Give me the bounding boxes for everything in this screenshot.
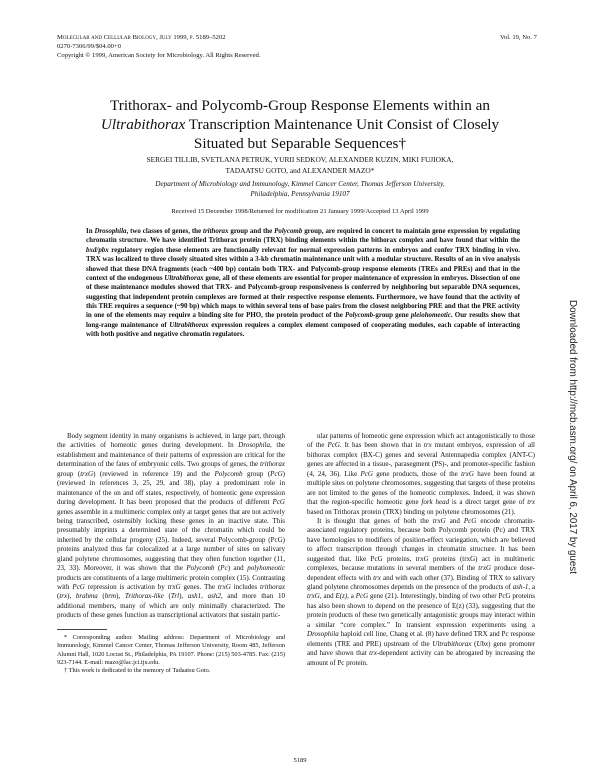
body-text-run: haploid cell line, Chang et al. (8) have defined TRX and Pc response elements (TRE and PRE) upstream of the bbox=[307, 630, 535, 648]
body-text-run: ash-1 bbox=[512, 583, 529, 591]
body-text-run: genes. The bbox=[180, 583, 218, 591]
body-text-run: trxG bbox=[415, 554, 429, 563]
body-text-run: It is thought that genes of both the bbox=[317, 516, 433, 525]
received-dates: Received 15 December 1998/Returned for modification 21 January 1999/Accepted 13 April 1999 bbox=[171, 208, 429, 215]
abstract bbox=[86, 227, 520, 340]
body-text-run: Trithorax-like bbox=[124, 592, 164, 601]
author-list bbox=[60, 155, 540, 176]
body-text-run: group ( bbox=[242, 469, 271, 478]
abstract-text-run: regulatory region these elements are functionally relevant for normal expression patterns in embryos and confer TRX binding in vivo. TRX was localized to three closely situated sites within a 3-kb chromatin maintenance unit with a modular structure. Results of an in vivo analysis showed that these DNA fragments (each ~400 bp) contain both TRX- and Polycomb-group response elements (TREs and PREs) and that in the context of the endogenous bbox=[86, 245, 520, 282]
body-text-run: ash2 bbox=[207, 592, 221, 601]
abstract-text-run: expression requires a complex element composed of cooperating modules, each capable of interacting with both positive and negative chromatin regulators. bbox=[86, 320, 520, 339]
copyright-line: Copyright © 1999, American Society for Microbiology. All Rights Reserved. bbox=[57, 52, 261, 59]
body-text-run: trxG bbox=[307, 592, 320, 601]
body-text-run: brm bbox=[104, 592, 117, 601]
body-text-run: ( bbox=[97, 592, 105, 601]
abstract-text-run: pleiohomeotic bbox=[410, 311, 451, 320]
body-text-run: , the establishment and maintenance of their patterns of expression are critical for the determination of the fates of embryonic cells. Two groups of genes, the bbox=[57, 441, 285, 469]
body-column-left bbox=[57, 432, 285, 621]
body-text-run: ) (reviewed in reference 19) and the bbox=[93, 469, 215, 478]
body-text-run: fork head bbox=[421, 498, 450, 507]
body-text-run: Drosophila bbox=[307, 630, 339, 639]
body-text-run: PcG bbox=[270, 469, 283, 478]
volume-issue: Vol. 19, No. 7 bbox=[500, 34, 537, 41]
body-text-run: ash1 bbox=[187, 592, 202, 601]
body-text-run: , a bbox=[347, 592, 356, 601]
body-text-run: trxG bbox=[432, 516, 446, 525]
body-text-run: have been found at multiple sites on polytene chromosomes, suggesting that targets of these proteins are not limited to the genes of the homeotic complexes. Indeed, it was shown that the region-specific homeotic gene bbox=[307, 469, 535, 507]
body-text-run: PcG bbox=[327, 441, 340, 450]
body-text-run: brahma bbox=[75, 592, 98, 601]
abstract-text-run: Ultrabithorax bbox=[164, 273, 204, 282]
title-line-2 bbox=[60, 115, 540, 134]
body-column-right bbox=[307, 432, 535, 668]
footnote-rule bbox=[57, 629, 107, 630]
title-gene-name: Ultrabithorax bbox=[100, 116, 186, 133]
body-text-run: polyhomeotic bbox=[247, 564, 285, 573]
body-text-run: trithorax bbox=[260, 460, 285, 469]
abstract-text-run: -group gene bbox=[373, 311, 411, 320]
authors-line-1: SERGEI TILLIB, SVETLANA PETRUK, YURII SEDKOV, ALEXANDER KUZIN, MIKI FUJIOKA, bbox=[146, 155, 454, 164]
body-text-run: , and bbox=[319, 592, 336, 601]
download-watermark: Downloaded from http://mcb.asm.org/ on April 6, 2017 by guest bbox=[567, 300, 578, 574]
body-text-run: PcG bbox=[355, 592, 369, 601]
body-text-run: Ultrabithorax bbox=[432, 639, 472, 648]
body-text-run: includes bbox=[230, 583, 261, 591]
body-paragraph bbox=[307, 432, 535, 517]
body-text-run: , a bbox=[528, 583, 536, 591]
body-text-run: ( bbox=[471, 639, 477, 648]
body-text-run: ( bbox=[163, 592, 171, 601]
body-text-run: ), bbox=[179, 592, 188, 601]
body-text-run: ), bbox=[116, 592, 125, 601]
footnotes bbox=[57, 634, 285, 675]
body-text-run: trx bbox=[369, 649, 377, 658]
page-number: 5189 bbox=[293, 757, 307, 764]
body-text-run: trx bbox=[423, 441, 432, 450]
abstract-text-run: group and the bbox=[228, 227, 275, 235]
title-line-2-rest: Transcription Maintenance Unit Consist of Closely bbox=[185, 116, 500, 133]
abstract-text-run: . Our results show that long-range maintenance of bbox=[86, 311, 520, 329]
body-text-run: Drosophila bbox=[238, 441, 270, 450]
body-text-run: PcG bbox=[463, 516, 477, 525]
body-text-run: trx bbox=[59, 592, 68, 601]
authors-line-2: TADAATSU GOTO, and ALEXANDER MAZO* bbox=[225, 165, 375, 175]
body-text-run: ( bbox=[214, 564, 221, 573]
body-text-run: is a direct target gene of bbox=[449, 498, 528, 507]
body-text-run: Trl bbox=[170, 592, 180, 601]
body-text-run: and with each other (37). Binding of TRX to salivary gland polytene chromosomes depends on the presence of the products of bbox=[307, 573, 535, 591]
abstract-text-run: In bbox=[86, 227, 95, 235]
affiliation-line-1: Department of Microbiology and Immunology, Kimmel Cancer Center, Thomas Jefferson University, bbox=[155, 180, 445, 188]
body-text-run: Pc bbox=[220, 564, 228, 573]
body-text-run: Polycomb bbox=[186, 564, 215, 573]
corresponding-author-footnote: * Corresponding author. Mailing address: Department of Microbiology and Immunology, Kimmel Cancer Center, Thomas Jefferson University, Room 485, Jefferson Alumni Hall, 1020 Locust St., Philadelphia, PA 19107. Phone: (215) 503-4785. Fax: (215) 923-7144. E-mail: mazo@lac.jci.tju.edu. bbox=[57, 634, 285, 666]
abstract-text-run: bxd/pbx bbox=[86, 245, 109, 254]
body-text-run: PcG bbox=[272, 498, 285, 507]
body-text-run: Body segment identity in many organisms is achieved, in large part, through the activities of homeotic genes during development. In bbox=[57, 432, 285, 450]
body-paragraph bbox=[307, 517, 535, 668]
issn-line: 0270-7306/99/$04.00+0 bbox=[57, 43, 121, 50]
body-text-run: trxG bbox=[167, 583, 181, 591]
body-text-run: ) (reviewed in references 3, 25, 29, and 38), play a predominant role in maintenance of the on and off states, respectively, of homeotic gene expression during development. It has been proposed that the products of different bbox=[57, 469, 285, 507]
body-text-run: , and more than 10 additional members, many of which are only minimally characterized. The products of these genes function as transcriptional activators that sustain partic- bbox=[57, 592, 285, 620]
body-text-run: trxG bbox=[461, 469, 474, 478]
body-text-run: trx bbox=[373, 573, 381, 582]
abstract-text-run: , two classes of genes, the bbox=[126, 227, 204, 235]
abstract-text-run: group, are required in concert to maintain gene expression by regulating chromatin structure. We have identified Trithorax protein (TRX) binding elements within the bithorax complex and have found that within the bbox=[86, 227, 521, 245]
body-text-run: PcG bbox=[72, 583, 85, 591]
body-text-run: mutant embryos, expression of all bithorax complex (BX-C) genes and several Antennapedia complex (ANT-C) genes are affected in a tissue-, parasegment (PS)-, and promoter-specific fashion (4, 24, 36). Like bbox=[307, 441, 535, 478]
body-text-run: E(z) bbox=[335, 592, 348, 601]
body-text-run: ) and bbox=[227, 564, 248, 573]
body-text-run: and bbox=[445, 516, 464, 525]
title-line-1: Trithorax- and Polycomb-Group Response Elements within an bbox=[110, 97, 490, 114]
body-text-run: gene (21). Interestingly, binding of two other PcG proteins has also been shown to depend on the presence of E(z) (33), suggesting that the protein products of these two genetically antagonistic groups may interact within a similar “core complex.” In transient expression experiments using a bbox=[307, 592, 535, 629]
affiliation bbox=[70, 180, 530, 199]
body-text-run: trxG bbox=[478, 564, 492, 573]
dedication-footnote: † This work is dedicated to the memory of Tadaatsu Goto. bbox=[64, 667, 211, 675]
body-text-run: genes assemble in a multimeric complex only at target genes that are not actively being transcribed, ostensibly locking these genes in an inactive state. This presumably imprints a determined state of the chromatin which could be inherited by the cellular progeny (25). Indeed, several Polycomb-group (PcG) proteins analyzed thus far colocalized at a large number of sites on salivary gland polytene chromosomes, suggesting that they often function together (11, 23, 33). Moreover, it was shown that the bbox=[57, 507, 285, 573]
body-text-run: encode chromatin-associated regulatory proteins, because both Polycomb protein (Pc) and TRX have homologies to modifiers of position-effect variegation, which are believed to affect transcription through changes in chromatin structure. It has been suggested that, like PcG proteins, bbox=[307, 516, 536, 563]
body-text-run: based on Trithorax protein (TRX) binding on polytene chromosomes (21). bbox=[307, 507, 516, 516]
body-text-run: products are constituents of a large multimeric protein complex (15). Contrasting with bbox=[57, 573, 285, 591]
journal-line bbox=[57, 33, 226, 42]
abstract-text-run: trithorax bbox=[203, 227, 229, 235]
body-text-run: trithorax bbox=[260, 583, 285, 591]
body-text-run: group ( bbox=[57, 469, 81, 478]
body-text-run: . It has been shown that in bbox=[339, 441, 424, 450]
body-text-run: Polycomb bbox=[214, 469, 243, 478]
abstract-text-run: Drosophila bbox=[94, 227, 127, 235]
title-line-3: Situated but Separable Sequences† bbox=[193, 135, 407, 152]
body-text-run: gene products, those of the bbox=[372, 469, 462, 478]
body-text-run: trxG bbox=[80, 469, 94, 478]
article-title bbox=[60, 96, 540, 153]
body-text-run: trx bbox=[527, 498, 535, 507]
affiliation-line-2: Philadelphia, Pennsylvania 19107 bbox=[250, 189, 350, 198]
abstract-text-run: Polycomb bbox=[344, 311, 374, 320]
journal-citation: Molecular and Cellular Biology, July 1999, p. 5189–5202 bbox=[57, 34, 226, 41]
abstract-text-run: Ultrabithorax bbox=[169, 320, 209, 329]
body-text-run: -dependent activity can be abrogated by increasing the amount of Pc protein. bbox=[307, 649, 535, 667]
body-text-run: ular patterns of homeotic gene expression which act antagonistically to those of the bbox=[307, 432, 535, 450]
body-text-run: repression is activation by bbox=[84, 583, 168, 591]
body-text-run: trxG bbox=[217, 583, 231, 591]
abstract-text-run: gene, all of these elements are essential for proper maintenance of expression in embryos. Dissection of one of these maintenance modules showed that TRX- and Polycomb-group responsiveness is conferred by neighboring but separable DNA sequences, suggesting that independent protein complexes are formed at their respective response elements. Furthermore, we have found that the activity of this TRE requires a sequence (~90 bp) which maps to within several tens of base pairs from the closest neighboring PRE and that the PRE activity in one of the elements may require a binding site for PHO, the protein product of the bbox=[86, 273, 520, 320]
body-text-run: ( bbox=[57, 592, 60, 601]
body-paragraph bbox=[57, 432, 285, 621]
body-text-run: produce dose-dependent effects with bbox=[307, 564, 535, 582]
body-text-run: ) gene promoter and have shown that bbox=[307, 639, 536, 658]
body-text-run: PcG bbox=[360, 469, 373, 478]
body-text-run: ), bbox=[67, 592, 76, 601]
body-text-run: , bbox=[201, 592, 208, 601]
abstract-text-run: Polycomb bbox=[274, 227, 303, 235]
body-text-run: proteins (trxG) act in multimeric complexes, because mutations in several members of the bbox=[307, 554, 535, 573]
body-text-run: Ubx bbox=[476, 639, 489, 648]
